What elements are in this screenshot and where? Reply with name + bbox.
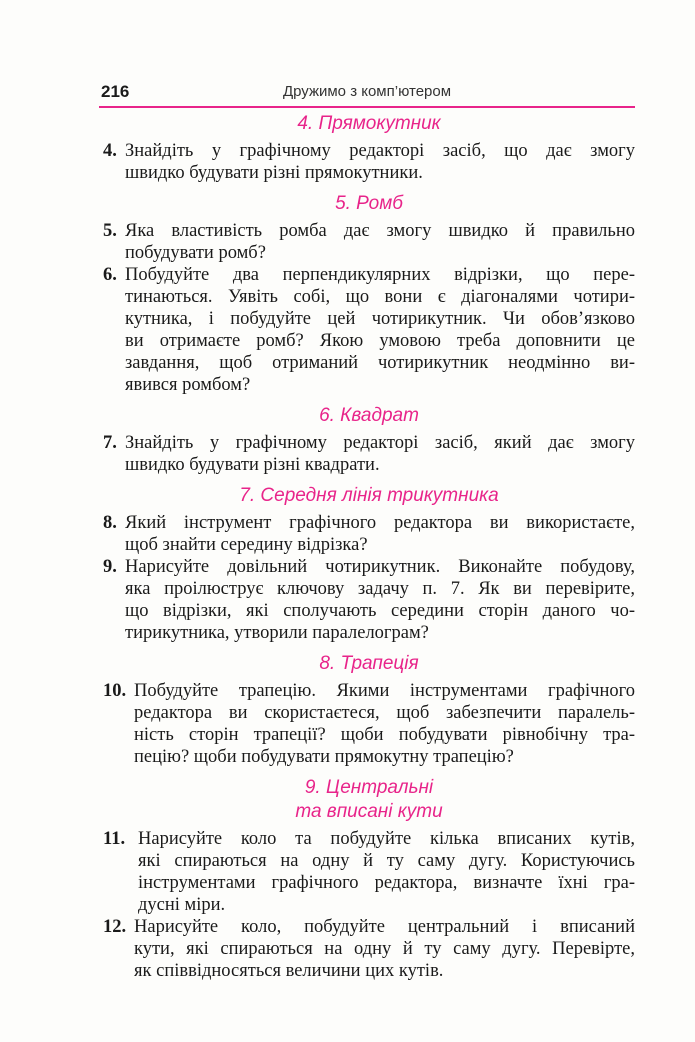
task-line: Яка властивість ромба дає змогу швидко й правильно [125,221,635,241]
task-number: 7. [103,433,117,453]
task-line: швидко будувати різні квадрати. [125,455,380,475]
section-title: 6. Квадрат [319,405,419,426]
task-line: Знайдіть у графічному редакторі засіб, що дає змогу [125,141,635,161]
task-item [103,828,635,916]
task-line: яка проілюструє ключову задачу п. 7. Як ви перевірите, [125,579,635,599]
task-number: 6. [103,265,117,285]
task-text [134,916,635,982]
task-item [103,916,635,982]
task-item [103,512,635,556]
task-line: щоб знайти середину відрізка? [125,535,368,555]
task-item [103,556,635,644]
task-line: швидко будувати різні прямокутники. [125,163,423,183]
section-title: 8. Трапеція [319,653,419,674]
task-line: Нарисуйте довільний чотирикутник. Виконайте побудову, [125,557,635,577]
running-title: Дружимо з комп’ютером [282,83,452,100]
task-line: Нарисуйте коло, побудуйте центральний і вписаний [134,917,635,937]
task-line: Який інструмент графічного редактора ви використаєте, [125,513,635,533]
page-content [103,112,635,982]
task-text [125,220,635,264]
section-title: 4. Прямокутник [297,113,441,134]
task-text [125,140,635,184]
task-text [125,556,635,644]
section-title: 7. Середня лінія трикутника [239,485,499,506]
task-item [103,220,635,264]
task-line: тинаються. Уявіть собі, що вони є діагоналями чотири- [125,287,635,307]
task-number: 4. [103,141,117,161]
task-line: Побудуйте два перпендикулярних відрізки, що пере- [125,265,635,285]
task-number: 5. [103,221,117,241]
task-number: 11. [103,829,126,849]
section-title: 9. Центральні [304,777,434,798]
task-item [103,140,635,184]
task-number: 8. [103,513,117,533]
header-rule [99,106,635,108]
task-text [125,264,635,396]
task-number: 10. [103,681,127,701]
task-line: редактора ви скористаєтеся, щоб забезпечити паралель- [134,703,635,723]
task-line: Знайдіть у графічному редакторі засіб, який дає змогу [125,433,635,453]
task-line: ність сторін трапеції? щоби побудувати рівнобічну тра- [134,725,635,745]
task-text [134,680,635,768]
task-item [103,264,635,396]
task-line: ви отримаєте ромб? Якою умовою треба доповнити це [125,331,635,351]
task-line: що відрізки, які сполучають середини сторін даного чо- [125,601,635,621]
task-line: тирикутника, утворили паралелограм? [125,623,429,643]
task-line: Побудуйте трапецію. Якими інструментами графічного [134,681,635,701]
task-text [125,432,635,476]
task-line: які спираються на одну й ту саму дугу. Користуючись [138,851,635,871]
task-line: дусні міри. [138,895,226,915]
section-title-line2: та вписані кути [295,801,443,822]
task-line: явився ромбом? [125,375,251,395]
task-line: кутника, і побудуйте цей чотирикутник. Чи обов’язково [125,309,635,329]
page-number: 216 [101,82,130,101]
task-number: 12. [103,917,127,937]
task-text [138,828,635,916]
task-number: 9. [103,557,117,577]
section-title: 5. Ромб [335,193,403,214]
page-header [99,82,635,106]
task-line: як співвідносяться величини цих кутів. [134,961,444,981]
task-line: побудувати ромб? [125,243,266,263]
task-line: Нарисуйте коло та побудуйте кілька вписаних кутів, [138,829,635,849]
task-text [125,512,635,556]
task-line: пецію? щоби побудувати прямокутну трапецію? [134,747,514,767]
task-line: завдання, щоб отриманий чотирикутник неодмінно ви- [125,353,635,373]
task-item [103,432,635,476]
task-line: інструментами графічного редактора, визначте їхні гра- [138,873,635,893]
task-line: кути, які спираються на одну й ту саму дугу. Перевірте, [134,939,635,959]
task-item [103,680,635,768]
